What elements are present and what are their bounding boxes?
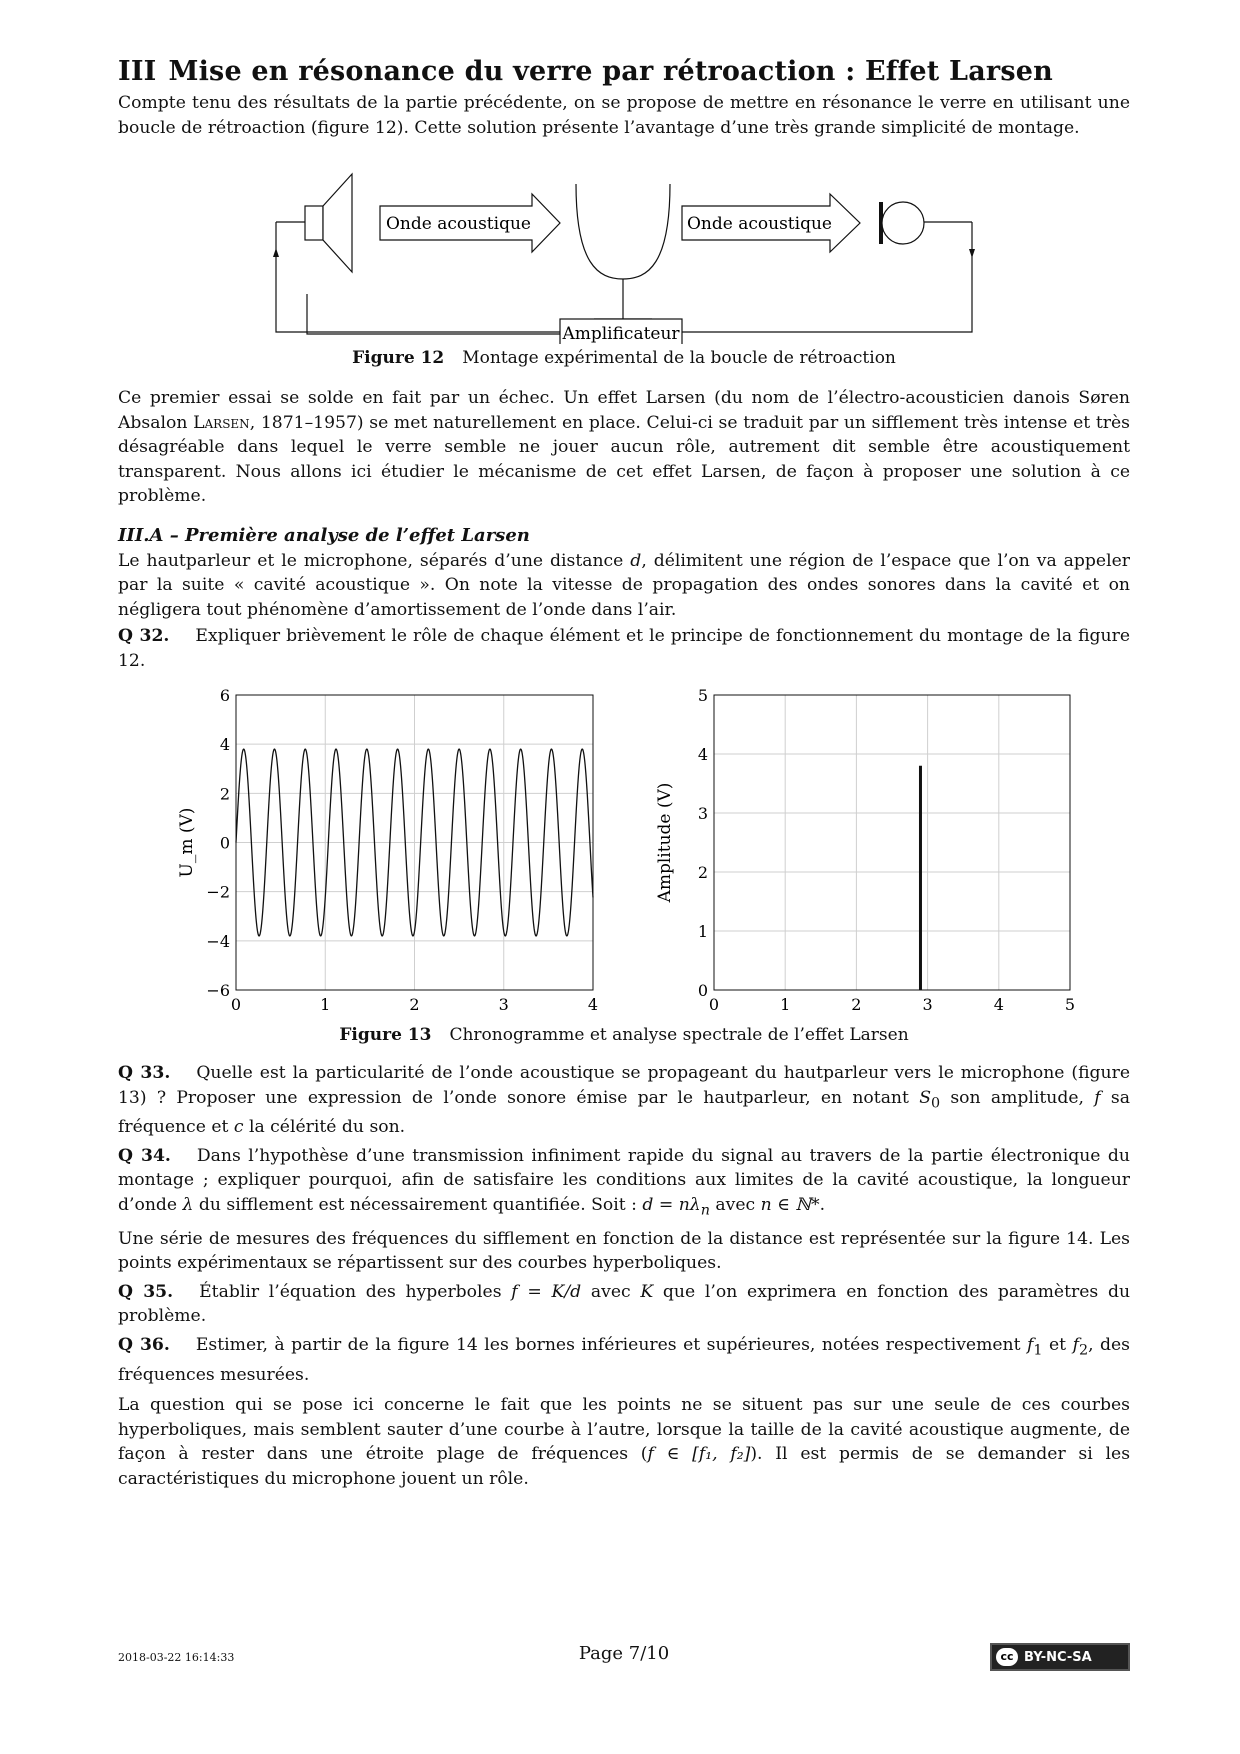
subsection-title: III.A – Première analyse de l’effet Larsen <box>118 524 530 546</box>
y-tick-label: −2 <box>206 882 230 902</box>
figure-12-diagram <box>118 154 1130 344</box>
x-tick-label: 5 <box>1064 995 1076 1014</box>
question-35: Q 35. Établir l’équation des hyperboles f = K/d avec K que l’on exprimera en fonction des paramètres du problème. <box>118 1281 1131 1327</box>
y-tick-label: 1 <box>697 922 708 941</box>
microphone-icon <box>881 202 924 244</box>
y-tick-label: 2 <box>219 784 230 804</box>
acoustic-arrow-right <box>682 194 860 252</box>
arrow-down-icon <box>969 249 975 258</box>
amplifier-box <box>560 319 682 344</box>
spectrum-chart <box>655 686 1075 1023</box>
x-tick-label: 0 <box>708 995 720 1014</box>
arrow-up-icon <box>273 248 279 257</box>
x-tick-label: 4 <box>993 995 1004 1014</box>
footer <box>118 1643 1130 1673</box>
acoustic-wave-label-right: Onde acoustique <box>687 214 832 234</box>
figure-13-caption: Figure 13 Chronogramme et analyse spectrale de l’effet Larsen <box>339 1025 909 1045</box>
chronogram-chart <box>177 686 598 1023</box>
y-axis-label: U_m (V) <box>177 807 197 878</box>
license-badge[interactable]: cc BY-NC-SA <box>990 1643 1130 1671</box>
paragraph-question: La question qui se pose ici concerne le fait que les points ne se situent pas sur une seule de ces courbes hyperboliques, mais semblent sauter d’une courbe à l’autre, lorsque la taille de la cavité acoustique augmente, de façon à rester dans une étroite plage de fréquences (f ∈ [f₁, f₂]). Il est permis de se demander si les caractéristiques du microphone jouent un rôle. <box>118 1395 1131 1489</box>
section-intro: Compte tenu des résultats de la partie précédente, on se propose de mettre en résonance le verre en utilisant une boucle de rétroaction (figure 12). Cette solution présente l’avantage d’une très grande simplicité de montage. <box>118 93 1130 138</box>
acoustic-arrow-left <box>380 194 560 252</box>
y-tick-label: 3 <box>697 804 708 823</box>
y-tick-label: 5 <box>697 686 708 705</box>
paragraph-larsen: Ce premier essai se solde en fait par un échec. Un effet Larsen (du nom de l’électro-acousticien danois Søren Absalon Larsen, 1871–1957) se met naturellement en place. Celui-ci se traduit par un sifflement très intense et très désagréable dans lequel le verre semble ne jouer aucun rôle, autrement dit semble être acoustiquement transparent. Nous allons ici étudier le mécanisme de cet effet Larsen, de façon à proposer une solution à ce problème. <box>118 388 1130 506</box>
y-tick-label: 4 <box>697 745 708 764</box>
figure-13-charts <box>118 683 1130 1023</box>
x-tick-label: 3 <box>498 995 509 1014</box>
figure-12-caption: Figure 12 Montage expérimental de la boucle de rétroaction <box>352 348 896 368</box>
subsection-text: Le hautparleur et le microphone, séparés d’une distance d, délimitent une région de l’espace que l’on va appeler par la suite « cavité acoustique ». On note la vitesse de propagation des ondes sonores dans la cavité et on négligera tout phénomène d’amortissement de l’onde dans l’air. <box>118 550 1130 620</box>
wine-glass-icon <box>576 184 670 319</box>
y-tick-label: 0 <box>697 981 708 1000</box>
question-33: Q 33. Quelle est la particularité de l’onde acoustique se propageant du hautparleur vers le microphone (figure 13) ? Proposer une expression de l’onde sonore émise par le hautparleur, en notant $S_0$ son amplitude, f sa fréquence et c la célérité du son. <box>118 1063 1131 1138</box>
paragraph-measurements: Une série de mesures des fréquences du sifflement en fonction de la distance est représentée sur la figure 14. Les points expérimentaux se répartissent sur des courbes hyperboliques. <box>118 1228 1130 1274</box>
y-tick-label: 2 <box>697 863 708 882</box>
loudspeaker-icon <box>305 174 352 272</box>
y-tick-label: −6 <box>206 981 230 1000</box>
x-tick-label: 2 <box>409 995 420 1014</box>
x-tick-label: 1 <box>320 995 331 1014</box>
y-tick-label: −4 <box>206 931 230 951</box>
cc-icon: cc <box>996 1648 1018 1666</box>
amplifier-label: Amplificateur <box>562 324 680 344</box>
acoustic-wave-label-left: Onde acoustique <box>386 214 531 234</box>
x-tick-label: 4 <box>587 995 599 1014</box>
y-axis-label: Amplitude (V) <box>655 782 675 903</box>
x-tick-label: 1 <box>780 995 791 1014</box>
y-tick-label: 4 <box>219 735 230 755</box>
page-number: Page 7/10 <box>578 1643 670 1664</box>
x-tick-label: 0 <box>230 995 242 1014</box>
question-32: Q 32. Expliquer brièvement le rôle de chaque élément et le principe de fonctionnement du montage de la figure 12. <box>118 626 1131 671</box>
question-36: Q 36. Estimer, à partir de la figure 14 les bornes inférieures et supérieures, notées respectivement $f_1$ et $f_2$, des fréquences mesurées. <box>118 1334 1130 1385</box>
timestamp: 2018-03-22 16:14:33 <box>118 1651 235 1664</box>
x-tick-label: 3 <box>922 995 933 1014</box>
question-34: Q 34. Dans l’hypothèse d’une transmission infiniment rapide du signal au travers de la partie électronique du montage ; expliquer pourquoi, afin de satisfaire les conditions aux limites de la cavité acoustique, la longueur d’onde λ du sifflement est nécessairement quantifiée. Soit : $d = n\lambda_n$ avec n ∈ ℕ*. <box>118 1145 1130 1219</box>
plot-frame <box>714 695 1070 990</box>
x-tick-label: 2 <box>851 995 862 1014</box>
section-title: III Mise en résonance du verre par rétroaction : Effet Larsen <box>118 56 1053 87</box>
y-tick-label: 0 <box>219 833 230 853</box>
y-tick-label: 6 <box>219 686 230 705</box>
page <box>118 56 1130 1491</box>
